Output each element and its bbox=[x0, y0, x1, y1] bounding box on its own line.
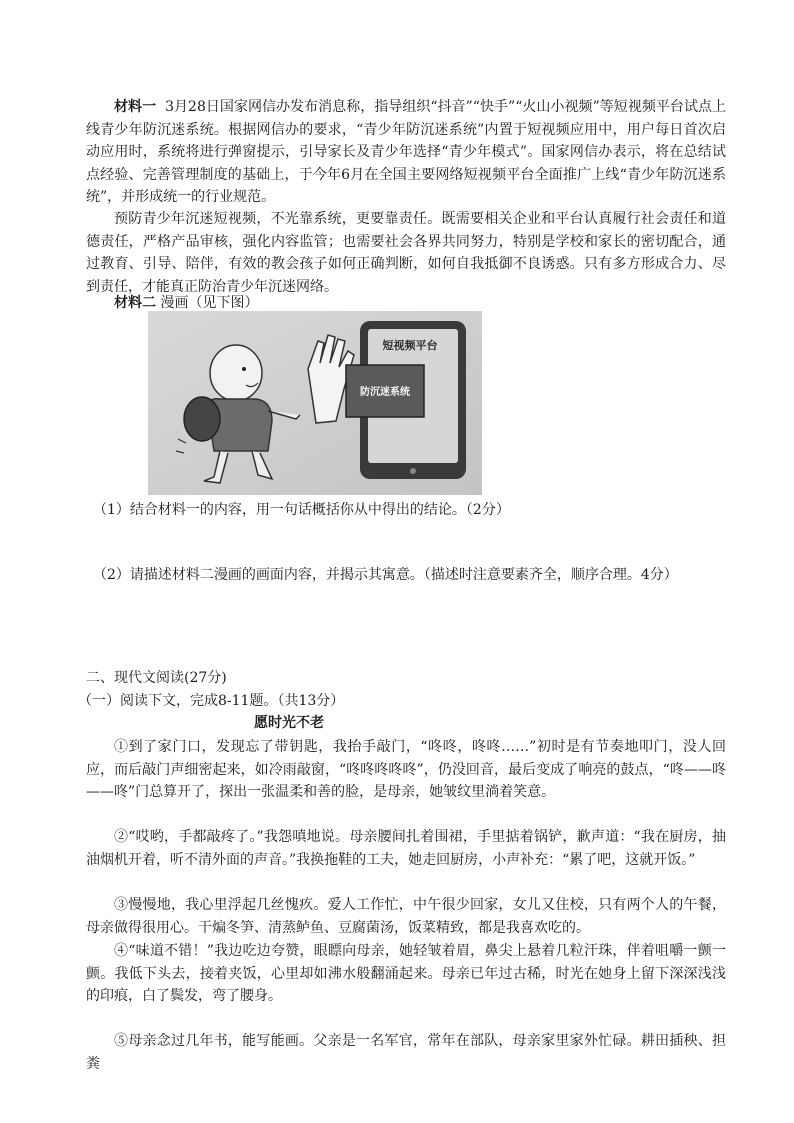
cartoon-sign-label: 防沉迷系统 bbox=[360, 387, 410, 398]
question-2: （2）请描述材料二漫画的画面内容，并揭示其寓意。（描述时注意要素齐全，顺序合理。4分） bbox=[93, 567, 678, 583]
question-1: （1）结合材料一的内容，用一句话概括你从中得出的结论。（2分） bbox=[93, 502, 510, 518]
material2-caption: 漫画（见下图） bbox=[160, 295, 259, 311]
section-heading: 二、现代文阅读(27分) bbox=[86, 670, 227, 686]
article-paragraph-5: ⑤母亲念过几年书，能写能画。父亲是一名军官，常年在部队，母亲家里家外忙碌。耕田插秧、担粪 bbox=[86, 1033, 726, 1072]
cartoon-platform-label: 短视频平台 bbox=[382, 339, 438, 352]
cartoon-image bbox=[148, 311, 482, 495]
material1-label: 材料一 bbox=[114, 99, 157, 115]
material1-paragraph1 bbox=[86, 96, 726, 209]
material1-paragraph2: 预防青少年沉迷短视频，不光靠系统，更要靠责任。既需要相关企业和平台认真履行社会责任和道德责任，严格产品审核，强化内容监管；也需要社会各界共同努力，特别是学校和家长的密切配合，通过教育、引导、陪伴，有效的教会孩子如何正确判断，如何自我抵御不良诱惑。只有多方形成合力、尽到责任，才能真正防治青少年沉迷网络。 bbox=[86, 211, 726, 295]
material2-label: 材料二 bbox=[114, 295, 156, 311]
backpack-icon bbox=[184, 397, 220, 441]
article-paragraph-3: ③慢慢地，我心里浮起几丝愧疚。爱人工作忙，中午很少回家，女儿又住校，只有两个人的午餐，母亲做得很用心。干煸冬笋、清蒸鲈鱼、豆腐菌汤，饭菜精致，都是我喜欢吃的。 bbox=[86, 897, 726, 936]
article-paragraph-4: ④“味道不错！”我边吃边夸赞，眼瞟向母亲，她轻皱着眉，鼻尖上悬着几粒汗珠，伴着咀嚼一颤一颤。我低下头去，接着夹饭，心里却如沸水般翻涌起来。母亲已年过古稀，时光在她身上留下深深浅浅的印痕，白了鬓发，弯了腰身。 bbox=[86, 943, 726, 1004]
article-title: 愿时光不老 bbox=[254, 715, 324, 731]
child-head bbox=[210, 345, 262, 401]
material1-text1: 3月28日国家网信办发布消息称，指导组织“抖音”“快手”“火山小视频”等短视频平台试点上线青少年防沉迷系统。根据网信办的要求，“青少年防沉迷系统”内置于短视频应用中，用户每日首次启动应用时，系统将进行弹窗提示，引导家长及青少年选择“青少年模式”。国家网信办表示，将在总结试点经验、完善管理制度的基础上，于今年6月在全国主要网络短视频平台全面推广上线“青少年防沉迷系统”，并形成统一的行业规范。 bbox=[86, 99, 727, 205]
section-subheading: （一）阅读下文，完成8-11题。（共13分） bbox=[78, 693, 345, 709]
article-paragraph-2: ②“哎哟，手都敲疼了。”我怨嗔地说。母亲腰间扎着围裙，手里掂着锅铲，歉声道：“我在厨房，抽油烟机开着，听不清外面的声音。”我换拖鞋的工夫，她走回厨房，小声补充：“累了吧，这就开饭。” bbox=[86, 829, 726, 868]
article-paragraph-1: ①到了家门口，发现忘了带钥匙，我抬手敲门，“咚咚，咚咚……”初时是有节奏地叩门，没人回应，而后敲门声细密起来，如冷雨敲窗，“咚咚咚咚咚”，仍没回音，最后变成了响亮的鼓点，“咚——咚——咚”门总算开了，探出一张温柔和善的脸，是母亲，她皱纹里淌着笑意。 bbox=[86, 739, 726, 800]
